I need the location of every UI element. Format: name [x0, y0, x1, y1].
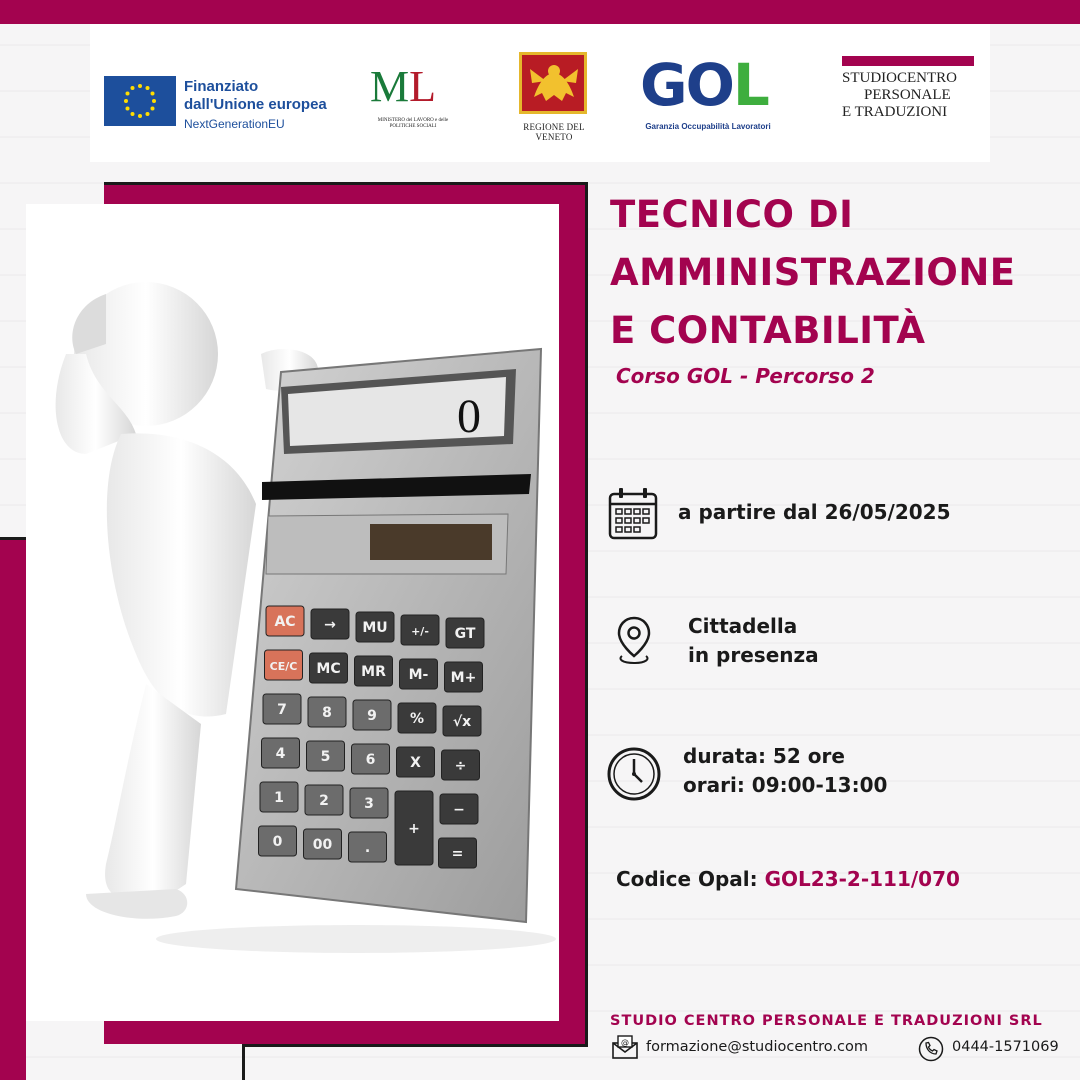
- top-accent-bar: [0, 0, 1080, 24]
- calculator-key-label: √x: [452, 714, 472, 730]
- location-pin-icon: [616, 616, 652, 670]
- calculator-key-label: +/-: [411, 625, 429, 638]
- calculator-key-label: 1: [274, 790, 284, 806]
- calculator-key-label: 4: [275, 746, 286, 762]
- gol-logo: [638, 52, 778, 142]
- gol-letter-o: O: [685, 51, 733, 119]
- start-date: a partire dal 26/05/2025: [678, 500, 951, 524]
- calculator-key-label: X: [410, 755, 421, 771]
- regione-veneto-logo: [504, 52, 604, 142]
- left-magenta-bar: [0, 540, 26, 1080]
- phone-link[interactable]: 0444-1571069: [952, 1039, 1059, 1055]
- eu-flag-icon: [104, 76, 176, 126]
- clock-icon: [606, 746, 662, 806]
- calculator-key-label: 2: [319, 793, 329, 809]
- partner-logos-strip: [90, 24, 990, 162]
- calculator-key-label: 8: [322, 705, 332, 721]
- calculator-key-label: 00: [312, 837, 333, 853]
- course-subtitle: Corso GOL - Percorso 2: [616, 364, 875, 388]
- calculator-key-label: M+: [450, 670, 477, 686]
- studiocentro-line1: STUDIOCENTRO: [842, 70, 957, 86]
- calculator-key-label: 0: [272, 834, 283, 850]
- course-title-line2: AMMINISTRAZIONE: [610, 251, 1016, 294]
- calculator-key-label: GT: [454, 626, 476, 642]
- calculator-key-label: →: [324, 617, 336, 633]
- floor-shadow: [156, 925, 556, 953]
- eu-line3: NextGenerationEU: [184, 117, 285, 131]
- course-title-line3: E CONTABILITÀ: [610, 309, 926, 352]
- calculator-key-label: .: [364, 840, 371, 856]
- phone-icon: [918, 1036, 944, 1066]
- opal-code-line: [616, 867, 960, 891]
- lion-shield-icon: [519, 52, 587, 114]
- calculator-key-label: =: [451, 846, 464, 862]
- calculator-key-label: MC: [316, 661, 341, 677]
- gol-caption: Garanzia Occupabilità Lavoratori: [645, 122, 771, 131]
- calculator-key-label: MR: [361, 664, 386, 680]
- frame-bottom-left-line: [242, 1044, 245, 1080]
- opal-label: Codice Opal:: [616, 867, 758, 891]
- frame-right-line: [585, 182, 588, 1047]
- email-link[interactable]: formazione@studiocentro.com: [646, 1039, 868, 1055]
- company-name: STUDIO CENTRO PERSONALE E TRADUZIONI SRL: [610, 1013, 1043, 1029]
- gol-letter-l: L: [732, 51, 768, 119]
- calculator-key-label: 5: [320, 749, 331, 765]
- schedule-hours: orari: 09:00-13:00: [683, 773, 888, 797]
- eu-line2: dall'Unione europea: [184, 96, 327, 113]
- email-icon: [612, 1035, 638, 1063]
- frame-bottom-line: [242, 1044, 588, 1047]
- eu-line1: Finanziato: [184, 78, 259, 95]
- ministry-labour-logo: [368, 62, 458, 140]
- calculator-key-label: CE/C: [269, 660, 298, 673]
- calculator-key-label: 3: [364, 796, 374, 812]
- veneto-caption: REGIONE DEL VENETO: [523, 122, 585, 142]
- studiocentro-line3: E TRADUZIONI: [842, 104, 948, 120]
- ministry-letter-m: M: [370, 62, 410, 111]
- course-title-line1: TECNICO DI: [610, 193, 854, 236]
- calculator-key-label: −: [453, 802, 465, 818]
- ministry-letter-l: L: [409, 62, 437, 111]
- course-title: [610, 186, 1070, 360]
- calendar-icon: [608, 486, 658, 546]
- calculator-display-value: 0: [457, 390, 481, 443]
- location-mode: in presenza: [688, 643, 819, 667]
- ministry-caption: MINISTERO del LAVORO e delle POLITICHE SOCIALI: [377, 118, 449, 129]
- calculator-key-label: +: [408, 821, 420, 837]
- studiocentro-accent-bar: [842, 56, 974, 66]
- calculator-key-label: ÷: [454, 758, 467, 774]
- calculator-illustration: [26, 204, 559, 1021]
- calculator-key-label: %: [409, 711, 425, 727]
- gol-letter-g: G: [640, 51, 686, 119]
- frame-top-line: [104, 182, 588, 185]
- calculator-key-label: M-: [408, 667, 429, 683]
- studiocentro-line2: PERSONALE: [864, 87, 951, 103]
- calculator-key-label: MU: [362, 620, 388, 636]
- opal-code: GOL23-2-111/070: [764, 867, 960, 891]
- svg-text:@: @: [621, 1038, 629, 1047]
- left-bar-top-line: [0, 537, 26, 540]
- calculator-key-label: AC: [274, 614, 296, 630]
- location-city: Cittadella: [688, 614, 798, 638]
- calculator-key-label: 9: [367, 708, 377, 724]
- studiocentro-logo: [840, 54, 980, 134]
- calculator-key-label: 7: [277, 702, 287, 718]
- calculator-key-label: 6: [365, 752, 376, 768]
- duration: durata: 52 ore: [683, 744, 845, 768]
